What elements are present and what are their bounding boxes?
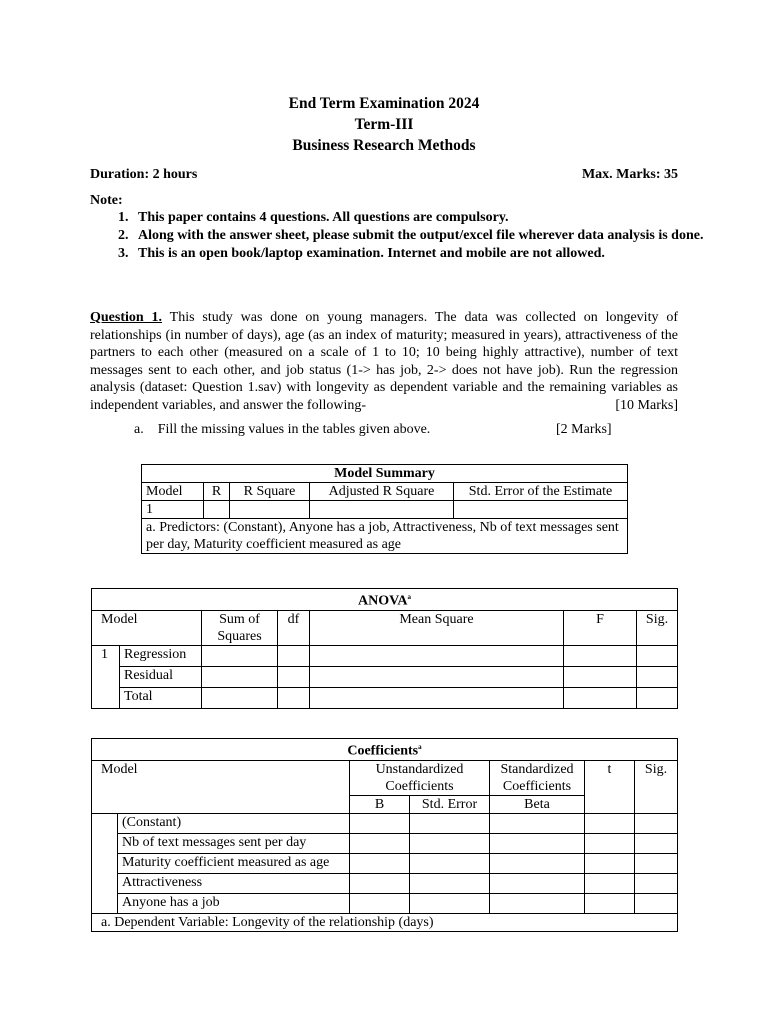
header-model: Model [142,483,204,501]
anova-header-df: df [278,610,310,645]
cell-adjusted-r-square [310,501,454,519]
duration: Duration: 2 hours [90,167,198,182]
model-summary-footnote: a. Predictors: (Constant), Anyone has a job, Attractiveness, Nb of text messages sent per day, Maturity coefficient measured as age [142,519,628,554]
model-summary-title: Model Summary [142,465,628,483]
sub-question-a-marks: [2 Marks] [556,422,612,437]
coef-header-beta: Beta [490,795,585,813]
anova-header-mean-square: Mean Square [310,610,564,645]
header-adjusted-r-square: Adjusted R Square [310,483,454,501]
coef-row-label: Nb of text messages sent per day [118,833,350,853]
cell-r [204,501,230,519]
coef-header-std-error: Std. Error [410,795,490,813]
question-text: This study was done on young managers. The data was collected on longevity of relationships (in number of days), age (as an index of maturity; measured in years), attractiveness of the partners to each other (measured on a scale of 1 to 10; 10 being highly attractive), number of text messages sent to each other, and job status (1-> has job, 2-> does not have job). Run the regression analysis (dataset: Question 1.sav) with longevity as dependent variable and the remaining variables as independent variables, and answer the following- [90,310,678,413]
note-label: Note: [90,193,123,208]
anova-header-model: Model [92,610,202,645]
question-marks: [10 Marks] [615,397,678,413]
coef-header-b: B [350,795,410,813]
coefficients-table [91,738,678,932]
coef-header-standardized: Standardized Coefficients [490,760,585,795]
anova-table [91,588,678,709]
note-item: 1. This paper contains 4 questions. All questions are compulsory. [132,209,722,227]
coef-header-model: Model [92,760,350,813]
coef-row-label: Attractiveness [118,873,350,893]
exam-title: End Term Examination 2024 [288,95,480,112]
coefficients-title: Coefficients$^a$ [92,739,678,761]
header-r: R [204,483,230,501]
term-title: Term-III [354,116,414,133]
anova-header-sum-of-squares: Sum of Squares [202,610,278,645]
anova-title: ANOVA$^a$ [92,589,678,611]
question-label: Question 1. [90,310,163,325]
anova-header-sig: Sig. [637,610,678,645]
model-summary-table [141,464,628,554]
cell-r-square [230,501,310,519]
sub-question-a: a. Fill the missing values in the tables given above. [134,422,431,437]
coef-row-label: Maturity coefficient measured as age [118,853,350,873]
coef-row-label: Anyone has a job [118,893,350,913]
course-title: Business Research Methods [292,137,476,154]
coef-row-label: (Constant) [118,813,350,833]
coef-header-t: t [585,760,635,813]
row-model-number: 1 [142,501,204,519]
anova-row-label: Regression [120,645,202,666]
anova-row-label: Total [120,687,202,708]
note-item: 2. Along with the answer sheet, please submit the output/excel file wherever data analysis is done. [132,227,722,245]
max-marks: Max. Marks: 35 [581,167,678,182]
coef-model-number-cell [92,813,118,913]
coefficients-footnote: a. Dependent Variable: Longevity of the relationship (days) [92,913,678,931]
note-item: 3. This is an open book/laptop examination. Internet and mobile are not allowed. [132,245,722,263]
note-list [90,209,722,263]
anova-row-label: Residual [120,666,202,687]
coef-header-unstandardized: Unstandardized Coefficients [350,760,490,795]
anova-header-f: F [564,610,637,645]
header-r-square: R Square [230,483,310,501]
header-std-error: Std. Error of the Estimate [454,483,628,501]
coef-header-sig: Sig. [635,760,678,813]
anova-model-number: 1 [92,645,120,708]
cell-std-error [454,501,628,519]
question-1 [90,309,678,414]
